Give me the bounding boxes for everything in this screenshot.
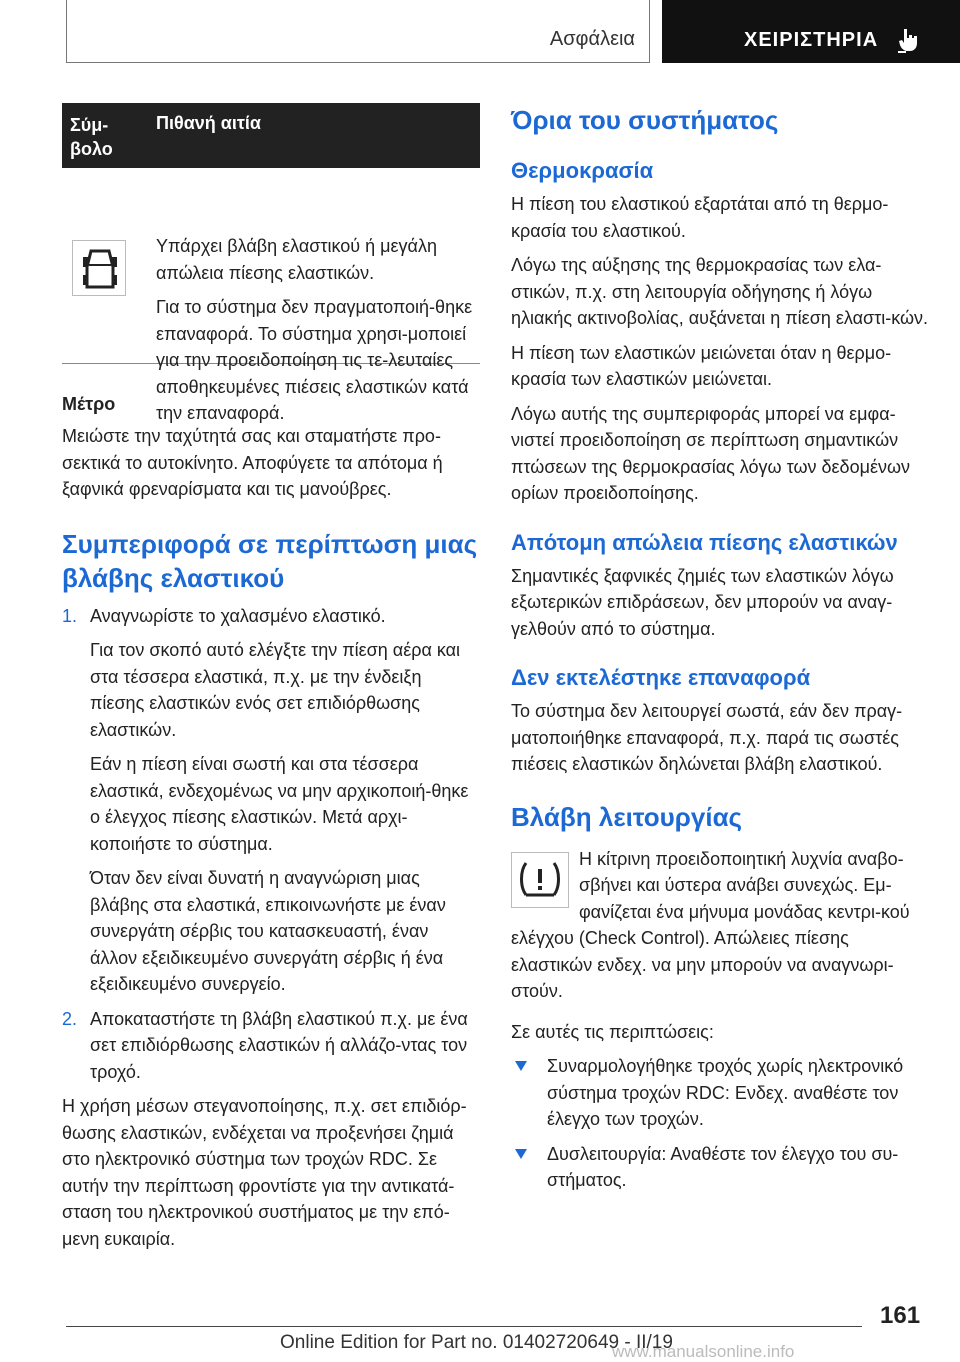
temperature-text-4: Λόγω αυτής της συμπεριφοράς μπορεί να εμφα-νιστεί προειδοποίηση σε περίπτωση σημαντικών πτώσεων της θερμοκρασίας λόγω των δεδομένων ορίων προειδοποίησης. bbox=[511, 403, 911, 503]
section-title: Ασφάλεια bbox=[549, 28, 635, 50]
bullet-triangle-icon bbox=[515, 1061, 527, 1071]
malfunction-heading: Βλάβη λειτουργίας bbox=[511, 801, 743, 832]
step-detail: Όταν δεν είναι δυνατή η αναγνώριση μιας βλάβης στα ελαστικά, επικοινωνήστε με έναν συνεργάτη σέρβις του κατασκευαστή, έναν άλλον εξειδικευμένο συνεργάτη σέρβις ή ένα εξειδικευμένο συνεργείο. bbox=[90, 868, 446, 994]
temperature-text-1: Η πίεση του ελαστικού εξαρτάται από τη θερμο-κρασία του ελαστικού. bbox=[511, 194, 889, 241]
reset-heading: Δεν εκτελέστηκε επαναφορά bbox=[511, 665, 811, 690]
step-detail: Για τον σκοπό αυτό ελέγξτε την πίεση αέρα και στα τέσσερα ελαστικά, π.χ. με την ένδειξη πίεσης ελαστικών ενός σετ επιδιόρθωσης ελαστικών. bbox=[90, 640, 461, 740]
cause-text-2: Για το σύστημα δεν πραγματοποιή-θηκε επαναφορά. Το σύστημα χρησι-μοποιεί για την προειδοποίηση τις τε-λευταίες αποθηκευμένες πιέσεις ελαστικών κατά την επαναφορά. bbox=[156, 297, 473, 423]
step-number: 2. bbox=[62, 1008, 78, 1029]
malfunction-block bbox=[511, 846, 931, 1005]
temperature-text-2: Λόγω της αύξησης της θερμοκρασίας των ελα-στικών, π.χ. στη λειτουργία οδήγησης ή λόγω ηλιακής ακτινοβολίας, αυξάνεται η πίεση ελαστι-κών. bbox=[511, 255, 929, 328]
cases-intro: Σε αυτές τις περιπτώσεις: bbox=[511, 1021, 714, 1042]
list-item bbox=[62, 603, 480, 998]
temperature-text-3: Η πίεση των ελαστικών μειώνεται όταν η θερμο-κρασία των ελαστικών μειώνεται. bbox=[511, 342, 892, 389]
list-item bbox=[511, 1053, 931, 1133]
cause-text-1: Υπάρχει βλάβη ελαστικού ή μεγάλη απώλεια πίεσης ελαστικών. bbox=[156, 236, 437, 283]
step-detail: Εάν η πίεση είναι σωστή και στα τέσσερα ελαστικά, ενδεχομένως να μην αρχικοποιή-θηκε ο έλεγχος πίεσης ελαστικών. Μετά αρχι-κοποιήστε το σύστημα. bbox=[90, 754, 469, 854]
list-item bbox=[511, 1141, 931, 1194]
temperature-heading: Θερμοκρασία bbox=[511, 158, 654, 183]
footer-watermark: www.manualsonline.info bbox=[612, 1342, 795, 1361]
step-text: Αναγνωρίστε το χαλασμένο ελαστικό. bbox=[90, 605, 386, 626]
measure-text: Μειώστε την ταχύτητά σας και σταματήστε προ-σεκτικά το αυτοκίνητο. Αποφύγετε τα απότομα ή ξαφνικά φρεναρίσματα και τις μανούβρες. bbox=[62, 426, 443, 499]
list-item bbox=[62, 1006, 480, 1086]
malfunction-text: Η κίτρινη προειδοποιητική λυχνία αναβο-σβήνει και ύστερα ανάβει συνεχώς. Εμ-φανίζεται ένα μήνυμα μονάδας κεντρι-κού ελέγχου (Check Control). Απώλειες πίεσης ελαστικών ενδεχ. να μην μπορούν να αναγνωρι-στούν. bbox=[511, 848, 910, 1001]
table-cell-cause bbox=[156, 233, 476, 435]
pressure-loss-heading: Απότομη απώλεια πίεσης ελαστικών bbox=[511, 529, 898, 555]
reset-text: Το σύστημα δεν λειτουργεί σωστά, εάν δεν πραγ-ματοποιήθηκε επαναφορά, π.χ. παρά τις σωστές πιέσεις ελαστικών δηλώνεται βλάβη ελαστικού. bbox=[511, 701, 903, 774]
hand-pointer-icon bbox=[898, 27, 920, 53]
case-text: Δυσλειτουργία: Αναθέστε τον έλεγχο του συ-στήματος. bbox=[547, 1143, 899, 1190]
behavior-heading: Συμπεριφορά σε περίπτωση μιας βλάβης ελαστικού bbox=[62, 528, 478, 593]
tyre-pressure-warning-icon bbox=[511, 852, 569, 908]
table-header-symbol: Σύμ-βολο bbox=[70, 115, 113, 159]
footer-edition: Online Edition for Part no. 01402720649 - II/19 bbox=[280, 1332, 673, 1353]
car-tyres-icon bbox=[72, 240, 126, 296]
table-header bbox=[62, 103, 480, 168]
limits-heading: Όρια του συστήματος bbox=[511, 105, 779, 135]
bullet-triangle-icon bbox=[515, 1149, 527, 1159]
closing-text: Η χρήση μέσων στεγανοποίησης, π.χ. σετ επιδιόρ-θωσης ελαστικών, ενδέχεται να προξενήσει ζημιά στο ηλεκτρονικό σύστημα των τροχών RDC. Σε αυτήν την περίπτωση φροντίστε για την αντικατά-σταση του ηλεκτρονικού συστήματος με την επό-μενη ευκαιρία. bbox=[62, 1096, 467, 1249]
measure-title: Μέτρο bbox=[62, 394, 116, 414]
footer-divider bbox=[66, 1326, 862, 1327]
chapter-tab-label: ΧΕΙΡΙΣΤΗΡΙΑ bbox=[744, 29, 879, 51]
step-number: 1. bbox=[62, 605, 78, 626]
header-section-box bbox=[66, 0, 650, 63]
right-column bbox=[511, 103, 931, 1194]
step-text: Αποκαταστήστε τη βλάβη ελαστικού π.χ. με ένα σετ επιδιόρθωσης ελαστικών ή αλλάζο-ντας τον τροχό. bbox=[90, 1008, 468, 1082]
behavior-steps bbox=[62, 603, 480, 1253]
left-column bbox=[62, 103, 480, 1252]
pressure-loss-text: Σημαντικές ξαφνικές ζημιές των ελαστικών λόγω εξωτερικών επιδράσεων, δεν μπορούν να αναγ-γελθούν από το σύστημα. bbox=[511, 565, 894, 639]
table-header-cause: Πιθανή αιτία bbox=[156, 113, 261, 133]
page-number: 161 bbox=[880, 1302, 921, 1329]
case-text: Συναρμολογήθηκε τροχός χωρίς ηλεκτρονικό σύστημα τροχών RDC: Ενδεχ. αναθέστε τον έλεγχο των τροχών. bbox=[547, 1056, 904, 1129]
